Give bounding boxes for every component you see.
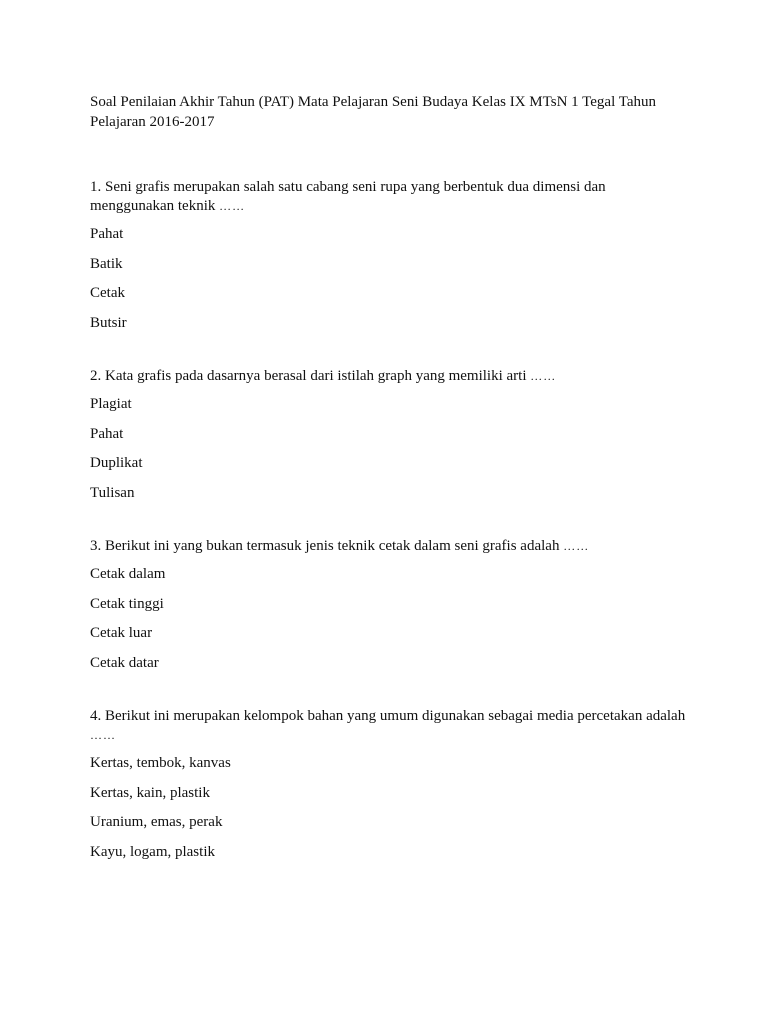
answer-options [90,395,690,503]
answer-option[interactable]: Butsir [90,314,127,331]
answer-option[interactable]: Cetak tinggi [90,595,164,612]
answer-blank: …… [90,728,116,742]
question-4 [90,707,690,862]
answer-option[interactable]: Plagiat [90,396,132,412]
answer-option[interactable]: Duplikat [90,455,143,471]
answer-option[interactable]: Cetak dalam [90,566,166,582]
answer-blank: …… [219,199,246,213]
answer-blank: …… [530,369,557,383]
question-stem [90,367,690,386]
question-stem [90,537,690,556]
document-title: Soal Penilaian Akhir Tahun (PAT) Mata Pelajaran Seni Budaya Kelas IX MTsN 1 Tegal Tahun Pelajaran 2016-2017 [90,94,656,130]
question-1 [90,178,690,333]
answer-option[interactable]: Uranium, emas, perak [90,814,223,830]
question-3 [90,537,690,673]
answer-options [90,225,690,333]
question-stem [90,178,690,216]
question-text: 2. Kata grafis pada dasarnya berasal dari istilah graph yang memiliki arti [90,368,527,384]
answer-option[interactable]: Cetak datar [90,654,159,671]
question-stem [90,707,690,745]
answer-options [90,754,690,862]
question-text: 4. Berikut ini merupakan kelompok bahan yang umum digunakan sebagai media percetakan adalah [90,708,686,724]
answer-option[interactable]: Kertas, kain, plastik [90,784,210,801]
answer-option[interactable]: Kayu, logam, plastik [90,843,215,860]
answer-option[interactable]: Pahat [90,226,124,242]
answer-option[interactable]: Cetak luar [90,625,153,641]
question-2 [90,367,690,503]
question-text: 1. Seni grafis merupakan salah satu cabang seni rupa yang berbentuk dua dimensi dan menggunakan teknik [90,179,606,214]
answer-option[interactable]: Cetak [90,285,125,301]
answer-option[interactable]: Tulisan [90,484,135,501]
answer-option[interactable]: Kertas, tembok, kanvas [90,755,231,771]
answer-option[interactable]: Batik [90,255,123,272]
answer-options [90,565,690,673]
document-page [90,92,690,896]
question-text: 3. Berikut ini yang bukan termasuk jenis teknik cetak dalam seni grafis adalah [90,538,560,554]
answer-blank: …… [563,539,590,553]
answer-option[interactable]: Pahat [90,425,124,442]
